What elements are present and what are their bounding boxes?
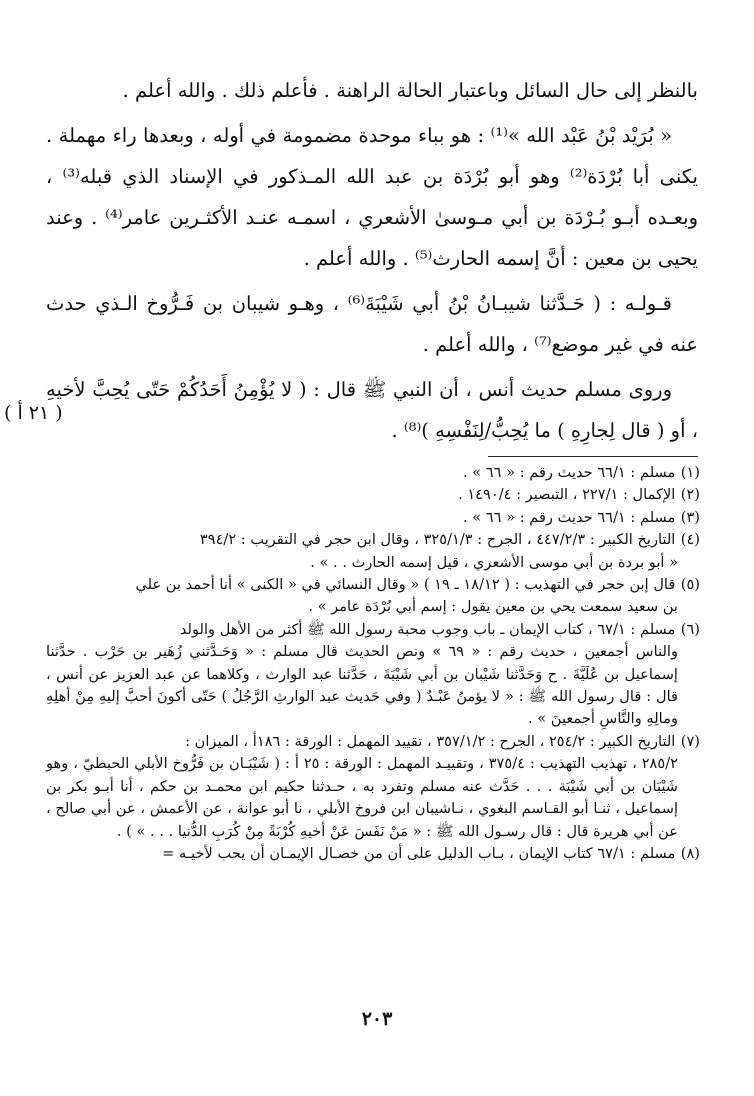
paragraph-2: « بُرَيْد بْنُ عَبْد الله »⁽¹⁾ : هو بباء موحدة مضمومة في أوله ، وبعدها راء مهملة . يكنى أبا بُرْدَة⁽²⁾ وهو أبو بُرْدَة بن عبد الله المـذكور في الإسناد الذي قبله⁽³⁾ ، وبعـده أبـو بُـرْدَة بن أبي مـوسىٰ الأشعري ، اسمـه عنـد الأكثـرين عامر⁽⁴⁾ . وعند يحيى بن معين : أنَّ إسمه الحارث⁽⁵⁾ . والله أعلم . [46, 124, 699, 270]
footnote-number: (٥) [680, 576, 700, 594]
paragraph-4: وروى مسلم حديث أنس ، أن النبي ﷺ قال : ( لا يُؤْمِنُ أَحَدُكُمْ حَتّى يُحِبَّ لأخيهِ ، أو ( قال لِجارِهِ ) ما يُحِبُّ/لِنَفْسِهِ )⁽⁸⁾ . [46, 378, 698, 442]
footnote-number: (٨) [680, 844, 700, 862]
footnote-5 [46, 574, 700, 619]
paragraph-3: قـولـه : ( حَـدَّثنا شيبـانُ بْنُ أبي شَيْبَةَ⁽⁶⁾ ، وهـو شيبان بن فَـرُّوخ الـذي حدث عنه في غير موضع⁽⁷⁾ ، والله أعلم . [46, 292, 698, 356]
footnote-number: (٧) [680, 732, 700, 750]
footnote-divider [488, 456, 698, 457]
footnote-4 [46, 529, 700, 574]
footnote-number: (٣) [680, 508, 700, 526]
footnote-number: (٢) [680, 486, 700, 504]
main-text [46, 70, 698, 451]
footnote-text: قال إبن حجر في التهذيب : ( ١٨/١٢ ـ ١٩ ) « وقال النسائي في « الكنى » أنا أحمد بن علي [135, 576, 676, 594]
footnote-text: مسلم : ٦٦/١ حديث رقم : « ٦٦ » . [462, 508, 676, 526]
footnote-continuation: بن سعيد سمعت يحي بن معين يقول : إسم أبي بُرْدَة عامر » . [308, 598, 678, 616]
footnote-7 [46, 731, 700, 843]
footnote-text: مسلم : ٦٦/١ حديث رقم : « ٦٦ » . [462, 464, 676, 481]
footnote-text: مسلم : ٦٧/١ كتاب الإيمان ، بـاب الدليل على أن من خصـال الإيمـان أن يحب لأخيـه = [162, 844, 676, 862]
footnote-number: (١) [680, 464, 700, 481]
page-number: ٢٠٣ [361, 1008, 393, 1030]
footnote-continuation: « أبو بردة بن أبي موسى الأشعري ، قيل إسمه الحارث . . » . [310, 553, 678, 571]
footnote-number: (٤) [680, 531, 700, 549]
footnote-2 [46, 484, 700, 506]
footnote-number: (٦) [680, 620, 700, 638]
footnote-text: التاريخ الكبير : ٢٥٤/٢ ، الجرح : ٣٥٧/١/٢ ، تقييد المهمل : الورقة : ١٨٦أ ، الميزان : [185, 732, 676, 750]
footnote-1 [46, 462, 700, 484]
footnote-continuation: ٢٨٥/٢ ، تهذيب التهذيب : ٣٧٥/٤ ، وتقييـد المهمل : الورقة : ٢٥ أ : ( شَيْبَـان بن فَرُّوخ الأبلي الحبطيّ ، وهو شَيْبَان بن أبي شَيْبَة . . . حَدَّث عنه مسلم وتفرد به ، حـدثنا حكيم ابن محمـد بن حكم ، أنا أبـو بكر بن إسماعيل ، ثنـا أبو القـاسم البغوي ، نـاشيبان ابن فروخ الأبلي ، نا أبو عوانة ، عن الأعمش ، عن أبي صالح ، عن أبي هريرة قال : قال رسـول الله ﷺ : « مَنْ نَفَسَ عَنْ أخيهِ كُرْبَةً مِنْ كُرَبِ الدُّنيا . . . » ) . [46, 755, 678, 840]
footnote-8 [46, 843, 700, 865]
folio-marginal-note: ( ٢١ أ ) [4, 402, 63, 424]
footnote-text: مسلم : ٦٧/١ ، كتاب الإيمان ـ باب وجوب محبة رسول الله ﷺ أكثر من الأهل والولد [179, 620, 676, 638]
footnote-continuation: والناس أجمعين ، حديث رقم : « ٦٩ » ونص الحديث قال مسلم : « وَحَـدَّثني زُهَير بن حَرْب . حدَّثنا إسماعيل بن عُلَيَّةَ . ح وَحَدَّثنا شَيْبان بن أبي شَيْبَةَ ، حَدَّثنا عبد الوارث ، وكلاهما عن عبد العزيز عن أنس ، قال : قال رسول الله ﷺ : « لا يؤمنُ عَبْـدٌ ( وفي حَديث عبد الوارثِ الرَّجُلُ ) حَتّى أكونَ أحبَّ إليهِ مِنْ أهلِهِ ومالِهِ والنَّاسِ أجمعينَ » . [46, 643, 678, 728]
footnote-3 [46, 507, 700, 529]
footnote-text: الإكمال : ٢٢٧/١ ، التبصير : ١٤٩٠/٤ . [458, 486, 676, 504]
footnotes [46, 462, 700, 865]
paragraph-1: بالنظر إلى حال السائل وباعتبار الحالة الراهنة . فأعلم ذلك . والله أعلم . [122, 79, 698, 102]
footnote-6 [46, 619, 700, 731]
footnote-text: التاريخ الكبير : ٤٤٧/٢/٣ ، الجرح : ٣٢٥/١/٣ ، وقال ابن حجر في التقريب : ٣٩٤/٢ [199, 531, 676, 549]
